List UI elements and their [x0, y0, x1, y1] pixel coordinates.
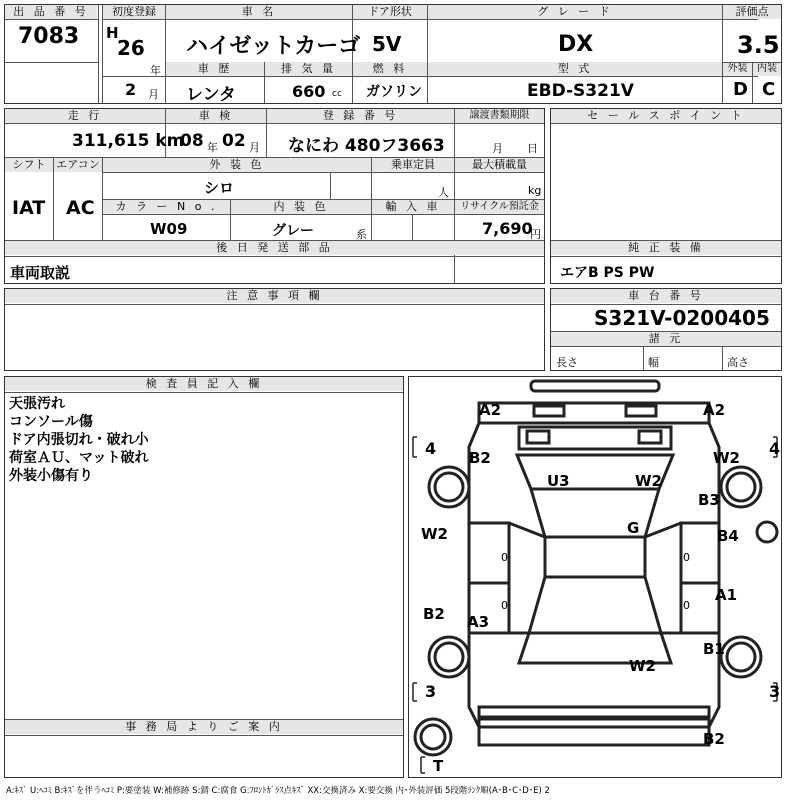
car-name: ハイゼットカーゴ	[186, 34, 361, 59]
sales-point-box	[550, 108, 782, 284]
mileage-label: 走 行	[5, 109, 165, 123]
insp-month-unit: 月	[249, 141, 260, 154]
reg-year-unit: 年	[150, 64, 161, 77]
inspector-label: 検 査 員 記 入 欄	[5, 377, 403, 391]
displacement-unit: cc	[332, 89, 342, 99]
height-label: 高さ	[727, 356, 749, 369]
legend: A:ｷｽﾞ U:ﾍｺﾐ B:ｷｽﾞを伴うﾍｺﾐ P:要塗装 W:補修跡 S:錆 C:腐食 G:ﾌﾛﾝﾄｶﾞﾗｽ点ｷｽﾞ XX:交換済み X:要交換 内･外装評価 5段階ﾗﾝｸ順(A･B･C･D･E) 2	[6, 786, 550, 796]
insp-month: 02	[222, 131, 246, 151]
fuel-label: 燃 料	[353, 62, 427, 76]
notes-label: 注 意 事 項 欄	[5, 289, 544, 303]
recycle-label: リサイクル預託金	[455, 200, 544, 214]
damage-w2-front-right: W2	[713, 449, 740, 467]
score-label: 評価点	[723, 5, 781, 19]
int-color-label: 内 装 色	[231, 200, 371, 214]
car-outline-svg	[409, 377, 781, 777]
history-value: レンタ	[186, 85, 236, 105]
tire-depth-rear-left: 3	[425, 682, 437, 701]
damage-w2-floor: W2	[629, 657, 656, 675]
transfer-month-unit: 月	[492, 142, 503, 155]
inspector-line: コンソール傷	[9, 414, 93, 430]
recycle-value: 7,690	[482, 219, 533, 238]
later-parts-value: 車両取説	[10, 264, 71, 282]
lot-label: 出 品 番 号	[5, 5, 97, 19]
inspector-line: 外装小傷有り	[9, 468, 93, 484]
reg-year: 26	[117, 36, 145, 60]
damage-w2-roof: W2	[635, 472, 662, 490]
damage-b4: B4	[717, 527, 739, 545]
insp-year-unit: 年	[207, 141, 218, 154]
max-load-unit: kg	[528, 184, 542, 197]
import-label: 輸 入 車	[372, 200, 454, 214]
insp-year: 08	[180, 131, 204, 151]
damage-a2-left: A2	[479, 401, 502, 419]
damage-w2-left: W2	[421, 525, 448, 543]
door-label: ドア形状	[353, 5, 427, 19]
damage-b2-rear: B2	[703, 730, 725, 748]
inspector-line: 天張汚れ	[9, 396, 65, 412]
genuine-value: エアB PS PW	[560, 265, 655, 281]
reg-month: 2	[125, 80, 137, 99]
ext-color-value: シロ	[204, 179, 235, 197]
history-label: 車 歴	[166, 62, 264, 76]
model-value: EBD-S321V	[527, 81, 634, 101]
mileage-value: 311,615 km	[72, 131, 185, 151]
interior-value: C	[762, 79, 776, 100]
first-reg-label: 初度登録	[103, 5, 165, 19]
ac-label: エアコン	[54, 158, 102, 172]
lot-number: 7083	[18, 24, 80, 49]
dims-label: 諸 元	[551, 332, 781, 346]
zero-mark: 0	[683, 551, 690, 564]
interior-label: 内装	[753, 62, 781, 76]
genuine-label: 純 正 装 備	[551, 241, 781, 255]
shift-label: シフト	[5, 158, 53, 172]
recycle-unit: 円	[530, 228, 541, 241]
capacity-label: 乗車定員	[372, 158, 454, 172]
shift-value: IAT	[12, 197, 46, 219]
car-name-label: 車 名	[166, 5, 352, 19]
car-diagram	[408, 376, 782, 778]
grade-label: グ レ ー ド	[428, 5, 722, 19]
reg-month-unit: 月	[148, 88, 159, 101]
door-value: 5V	[372, 32, 402, 56]
era: H	[106, 24, 119, 42]
damage-b1: B1	[703, 640, 725, 658]
chassis-label: 車 台 番 号	[551, 289, 781, 303]
tire-depth-front-right: 4	[769, 439, 781, 458]
model-label: 型 式	[428, 62, 722, 76]
damage-a2-right: A2	[703, 401, 726, 419]
tire-depth-rear-right: 3	[769, 682, 781, 701]
damage-u3-roof: U3	[547, 472, 570, 490]
displacement-label: 排 気 量	[265, 62, 352, 76]
score-value: 3.5	[737, 31, 780, 59]
spare-tire-label: T	[433, 757, 444, 775]
zero-mark: 0	[501, 551, 508, 564]
tire-depth-front-left: 4	[425, 439, 437, 458]
damage-g: G	[627, 519, 640, 537]
zero-mark: 0	[501, 599, 508, 612]
chassis-value: S321V-0200405	[594, 306, 770, 330]
displacement-value: 660	[292, 82, 326, 101]
ac-value: AC	[66, 197, 95, 219]
int-color-value: グレー	[272, 223, 314, 239]
transfer-label: 譲渡書類期限	[455, 109, 544, 123]
damage-a1: A1	[715, 586, 738, 604]
later-parts-label: 後 日 発 送 部 品	[5, 241, 544, 255]
width-label: 幅	[648, 356, 659, 369]
damage-b2-front-left: B2	[469, 449, 491, 467]
color-no-value: W09	[150, 220, 188, 238]
reg-number-label: 登 録 番 号	[267, 109, 454, 123]
grade-value: DX	[558, 32, 594, 57]
inspector-line: ドア内張切れ・破れ小	[9, 432, 149, 448]
reg-number-value: なにわ 480フ3663	[288, 136, 445, 156]
transfer-day-unit: 日	[527, 142, 538, 155]
exterior-label: 外装	[723, 62, 752, 76]
inspection-label: 車 検	[166, 109, 266, 123]
office-label: 事 務 局 よ り ご 案 内	[5, 720, 403, 734]
zero-mark: 0	[683, 599, 690, 612]
int-color-unit: 系	[356, 228, 367, 241]
max-load-label: 最大積載量	[455, 158, 544, 172]
fuel-value: ガソリン	[366, 84, 422, 100]
inspector-line: 荷室ＡＵ、マット破れ	[9, 450, 149, 466]
exterior-value: D	[733, 79, 748, 100]
damage-a3: A3	[467, 613, 490, 631]
damage-b3: B3	[698, 491, 720, 509]
inspector-notes	[9, 395, 149, 485]
length-label: 長さ	[556, 356, 578, 369]
color-no-label: カ ラ ー N o .	[103, 200, 230, 214]
damage-b2-left: B2	[423, 605, 445, 623]
capacity-unit: 人	[438, 186, 449, 199]
ext-color-label: 外 装 色	[103, 158, 371, 172]
sales-point-label: セ ー ル ス ポ イ ン ト	[551, 109, 781, 123]
